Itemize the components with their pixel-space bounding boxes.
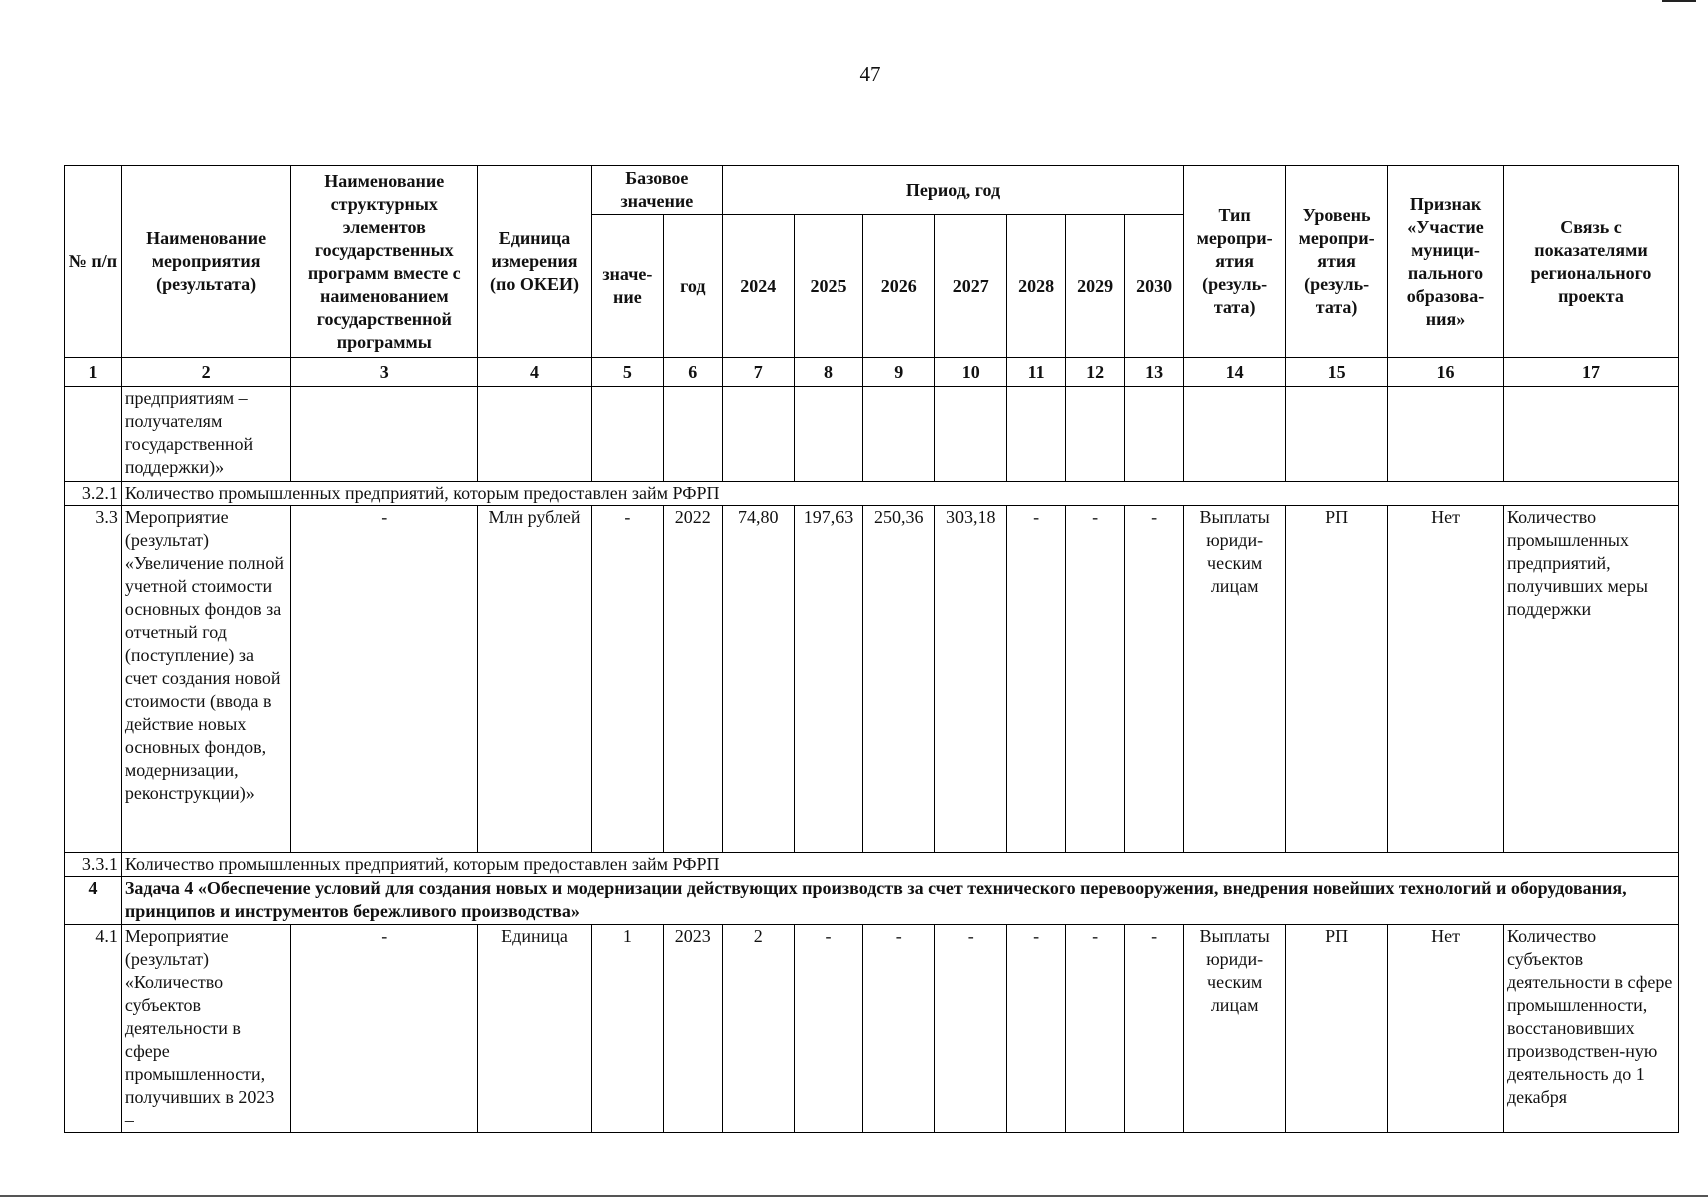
year-value: - <box>1066 925 1125 1133</box>
column-number: 5 <box>591 358 663 387</box>
column-number: 7 <box>722 358 794 387</box>
row-number: 3.3 <box>65 506 122 853</box>
header-level: Уровень меропри-ятия (резуль-тата) <box>1286 166 1388 358</box>
indicator-text: Количество промышленных предприятий, которым предоставлен займ РФРП <box>121 853 1678 877</box>
column-number: 17 <box>1503 358 1678 387</box>
continuation-row <box>65 387 1679 482</box>
year-value: 2 <box>722 925 794 1133</box>
indicators-table <box>64 165 1679 1133</box>
cell-empty <box>935 387 1007 482</box>
header-year: 2024 <box>722 215 794 358</box>
page-number: 47 <box>859 62 881 86</box>
cell-empty <box>1388 387 1504 482</box>
column-number: 1 <box>65 358 122 387</box>
year-value: - <box>1125 925 1184 1133</box>
column-number: 6 <box>663 358 722 387</box>
year-value: - <box>1007 925 1066 1133</box>
cell-empty <box>478 387 592 482</box>
indicator-row <box>65 853 1679 877</box>
header-base-value: значе-ние <box>591 215 663 358</box>
year-value: 250,36 <box>863 506 935 853</box>
unit: Единица <box>478 925 592 1133</box>
indicator-text: Количество промышленных предприятий, которым предоставлен займ РФРП <box>121 482 1678 506</box>
cell-empty <box>1503 387 1678 482</box>
activity-level: РП <box>1286 506 1388 853</box>
cell-empty <box>1007 387 1066 482</box>
row-number: 3.3.1 <box>65 853 122 877</box>
header-link: Связь с показателями регионального проекта <box>1503 166 1678 358</box>
cell-empty <box>591 387 663 482</box>
header-no: № п/п <box>65 166 122 358</box>
column-number: 11 <box>1007 358 1066 387</box>
header-row <box>65 166 1679 215</box>
column-number: 16 <box>1388 358 1504 387</box>
header-period: Период, год <box>722 166 1183 215</box>
column-number: 3 <box>291 358 478 387</box>
year-value: - <box>1066 506 1125 853</box>
cell-empty <box>794 387 863 482</box>
header-year: 2028 <box>1007 215 1066 358</box>
activity-row <box>65 506 1679 853</box>
column-number: 10 <box>935 358 1007 387</box>
header-year: 2030 <box>1125 215 1184 358</box>
activity-name: Мероприятие (результат) «Количество субъектов деятельности в сфере промышленности, получивших в 2023 – <box>121 925 291 1133</box>
year-value: - <box>1007 506 1066 853</box>
column-number: 4 <box>478 358 592 387</box>
year-value: - <box>863 925 935 1133</box>
column-number: 2 <box>121 358 291 387</box>
base-year: 2022 <box>663 506 722 853</box>
header-name: Наименование мероприятия (результата) <box>121 166 291 358</box>
column-number: 14 <box>1184 358 1286 387</box>
activity-level: РП <box>1286 925 1388 1133</box>
activity-name: Мероприятие (результат) «Увеличение полной учетной стоимости основных фондов за отчетный год (поступление) за счет создания новой стоимости (ввода в действие новых основных фондов, модернизации, реконструкции)» <box>121 506 291 853</box>
base-value: - <box>591 506 663 853</box>
header-unit: Единица измерения (по ОКЕИ) <box>478 166 592 358</box>
year-value: - <box>794 925 863 1133</box>
base-value: 1 <box>591 925 663 1133</box>
header-year: 2027 <box>935 215 1007 358</box>
cell-empty <box>663 387 722 482</box>
activity-row <box>65 925 1679 1133</box>
cell-empty <box>1286 387 1388 482</box>
column-number: 13 <box>1125 358 1184 387</box>
regional-link: Количество промышленных предприятий, получивших меры поддержки <box>1503 506 1678 853</box>
cell-empty <box>863 387 935 482</box>
header-struct: Наименование структурных элементов государственных программ вместе с наименованием государственной программы <box>291 166 478 358</box>
header-type: Тип меропри-ятия (резуль-тата) <box>1184 166 1286 358</box>
unit: Млн рублей <box>478 506 592 853</box>
cell-empty <box>65 387 122 482</box>
cell-empty <box>1184 387 1286 482</box>
base-year: 2023 <box>663 925 722 1133</box>
cell-empty <box>1125 387 1184 482</box>
scan-bottom-edge <box>0 1195 1708 1197</box>
municipal-sign: Нет <box>1388 925 1504 1133</box>
header-year: 2029 <box>1066 215 1125 358</box>
activity-type: Выплаты юриди-ческим лицам <box>1184 506 1286 853</box>
task-text: Задача 4 «Обеспечение условий для создания новых и модернизации действующих производств за счет технического перевооружения, внедрения новейших технологий и оборудования, принципов и инструментов бережливого производства» <box>121 877 1678 925</box>
page-edge-mark <box>1662 0 1696 2</box>
header-base-year: год <box>663 215 722 358</box>
task-row <box>65 877 1679 925</box>
column-number: 15 <box>1286 358 1388 387</box>
year-value: 303,18 <box>935 506 1007 853</box>
activity-type: Выплаты юриди-ческим лицам <box>1184 925 1286 1133</box>
cell-empty <box>291 387 478 482</box>
activity-name-continued: предприятиям – получателям государственной поддержки)» <box>121 387 291 482</box>
row-number: 4.1 <box>65 925 122 1133</box>
column-number: 12 <box>1066 358 1125 387</box>
cell-empty <box>722 387 794 482</box>
year-value: 197,63 <box>794 506 863 853</box>
regional-link: Количество субъектов деятельности в сфере промышленности, восстановивших производствен-ную деятельность до 1 декабря <box>1503 925 1678 1133</box>
row-number: 4 <box>65 877 122 925</box>
cell-empty <box>1066 387 1125 482</box>
column-number: 9 <box>863 358 935 387</box>
year-value: 74,80 <box>722 506 794 853</box>
column-number: 8 <box>794 358 863 387</box>
header-sign: Признак «Участие муници-пального образова-ния» <box>1388 166 1504 358</box>
indicator-row <box>65 482 1679 506</box>
year-value: - <box>935 925 1007 1133</box>
header-year: 2026 <box>863 215 935 358</box>
year-value: - <box>1125 506 1184 853</box>
struct-element: - <box>291 506 478 853</box>
row-number: 3.2.1 <box>65 482 122 506</box>
column-numbers-row <box>65 358 1679 387</box>
header-base: Базовое значение <box>591 166 722 215</box>
header-year: 2025 <box>794 215 863 358</box>
struct-element: - <box>291 925 478 1133</box>
municipal-sign: Нет <box>1388 506 1504 853</box>
